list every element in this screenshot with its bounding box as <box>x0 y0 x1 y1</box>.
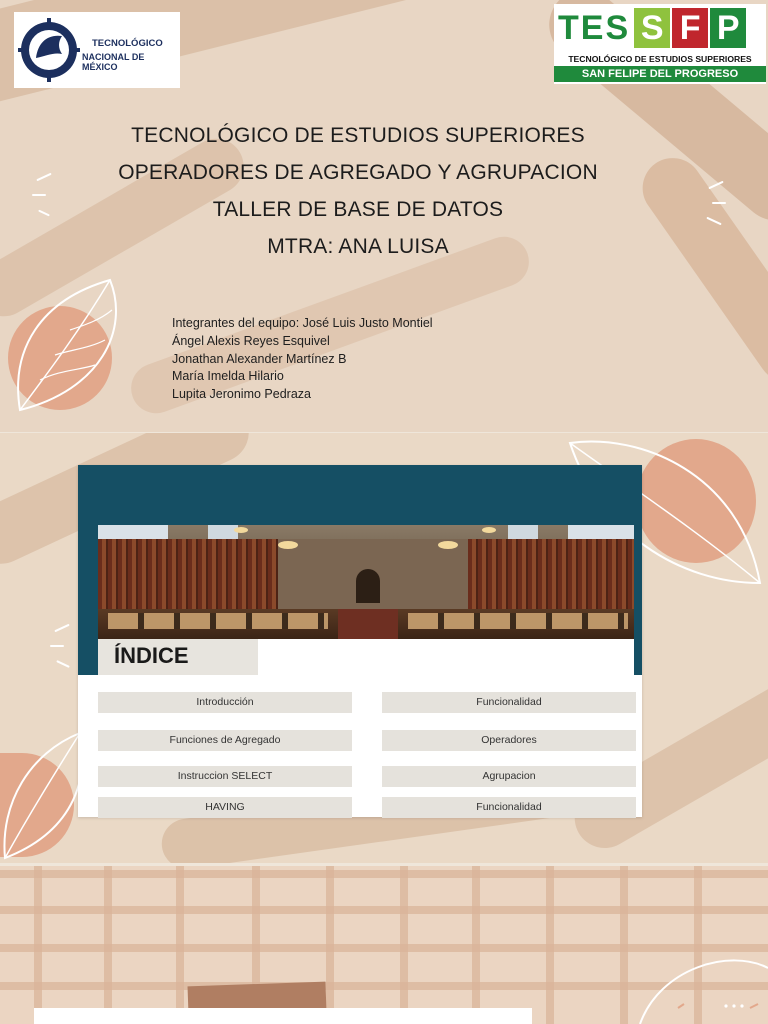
library-aisle <box>338 609 398 639</box>
white-panel <box>34 1008 532 1024</box>
chandelier <box>438 541 458 549</box>
index-title: ÍNDICE <box>114 643 189 668</box>
title-line-1: TECNOLÓGICO DE ESTUDIOS SUPERIORES <box>131 124 585 147</box>
title-line-2: OPERADORES DE AGREGADO Y AGRUPACION <box>118 161 598 184</box>
index-item-agrupacion[interactable]: Agrupacion <box>382 766 636 787</box>
tecnm-logo <box>14 12 180 88</box>
decor-tick <box>56 660 70 668</box>
tessfp-logo <box>554 4 766 84</box>
library-window <box>98 525 168 539</box>
team-member: Ángel Alexis Reyes Esquivel <box>172 334 330 348</box>
tes-letter: E <box>580 9 604 47</box>
tes-letter: T <box>558 9 579 47</box>
team-member: María Imelda Hilario <box>172 369 284 383</box>
leaf-outline-icon <box>0 270 140 420</box>
title-line-4: MTRA: ANA LUISA <box>267 235 449 258</box>
index-item-introduccion[interactable]: Introducción <box>98 692 352 713</box>
index-item-funciones-agregado[interactable]: Funciones de Agregado <box>98 730 352 751</box>
index-header-band <box>78 465 642 525</box>
tes-letter: S <box>605 9 629 47</box>
decor-tick <box>50 645 64 647</box>
index-item-funcionalidad[interactable]: Funcionalidad <box>382 692 636 713</box>
tes-letter-box: S <box>634 8 670 48</box>
leaf-outline-icon <box>630 948 768 1024</box>
tecnm-logo-line1: TECNOLÓGICO <box>92 38 163 49</box>
index-item-having[interactable]: HAVING <box>98 797 352 818</box>
reading-tables-left <box>108 613 328 629</box>
tessfp-logo-line1: TECNOLÓGICO DE ESTUDIOS SUPERIORES <box>568 54 752 64</box>
index-item-instruccion-select[interactable]: Instruccion SELECT <box>98 766 352 787</box>
title-line-3: TALLER DE BASE DE DATOS <box>212 198 504 221</box>
library-doorway <box>356 569 380 603</box>
bookshelf-left <box>98 539 278 619</box>
library-image <box>98 525 634 639</box>
bookshelf-right <box>468 539 634 619</box>
slide-title <box>0 0 768 432</box>
index-item-funcionalidad-2[interactable]: Funcionalidad <box>382 797 636 818</box>
index-side-band <box>634 465 642 675</box>
index-card <box>78 465 642 817</box>
reading-tables-right <box>408 613 628 629</box>
tecnm-logo-line2: NACIONAL DE MÉXICO <box>82 52 145 72</box>
slide-grid <box>0 866 768 1024</box>
tes-letter-box: P <box>710 8 746 48</box>
leaf-outline-icon <box>0 723 90 863</box>
grid-line <box>0 906 768 914</box>
slide-index <box>0 433 768 863</box>
grid-line <box>0 870 768 878</box>
library-window <box>568 525 634 539</box>
team-member: Jonathan Alexander Martínez B <box>172 352 347 366</box>
team-member: Lupita Jeronimo Pedraza <box>172 387 311 401</box>
chandelier <box>234 527 248 533</box>
chandelier <box>278 541 298 549</box>
index-side-band <box>78 465 98 675</box>
team-member: Integrantes del equipo: José Luis Justo Montiel <box>172 316 433 330</box>
index-item-operadores[interactable]: Operadores <box>382 730 636 751</box>
decor-tick <box>54 624 69 633</box>
decor-tick <box>32 194 46 196</box>
tes-letter-box: F <box>672 8 708 48</box>
tessfp-letters <box>558 8 746 48</box>
tecnm-seal-icon <box>18 18 80 82</box>
tessfp-logo-line2: SAN FELIPE DEL PROGRESO <box>554 66 766 82</box>
chandelier <box>482 527 496 533</box>
